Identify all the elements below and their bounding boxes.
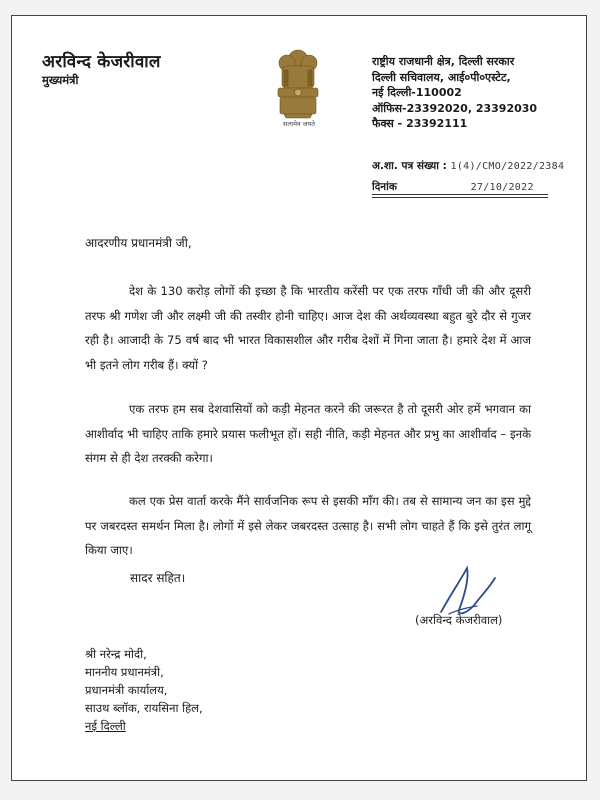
- signatory-name: (अरविन्द केजरीवाल): [415, 613, 503, 627]
- letter-date: 27/10/2022: [470, 182, 534, 193]
- recipient-line: श्री नरेन्द्र मोदी,: [85, 647, 147, 661]
- address-phone: ऑफिस-23392020, 23392030: [372, 101, 538, 115]
- address-line: नई दिल्ली-110002: [372, 86, 462, 99]
- letter-page: [11, 15, 587, 781]
- reference-number-row: [372, 156, 564, 177]
- body-paragraph: एक तरफ हम सब देशवासियों को कड़ी मेहनत करने की जरूरत है तो दूसरी ओर हमें भगवान का आशीर्वाद भी चाहिए ताकि हमारे प्रयास फलीभूत हों। सही नीति, कड़ी मेहनत और प्रभु का आशीर्वाद – इनके संगम से ही देश तरक्की करेगा।: [85, 402, 531, 465]
- recipient-address: [85, 645, 203, 735]
- sender-designation: मुख्यमंत्री: [42, 73, 79, 87]
- salutation: आदरणीय प्रधानमंत्री जी,: [85, 236, 192, 250]
- reference-label: अ.शा. पत्र संख्या :: [372, 160, 447, 172]
- address-fax: फैक्स - 23392111: [372, 117, 468, 130]
- recipient-line: माननीय प्रधानमंत्री,: [85, 665, 164, 679]
- reference-number: 1(4)/CMO/2022/2384: [450, 161, 565, 172]
- recipient-line: साउथ ब्लॉक, रायसिना हिल,: [85, 701, 203, 715]
- office-address: [372, 54, 537, 132]
- recipient-city: नई दिल्ली: [85, 719, 126, 733]
- reference-block: [372, 156, 564, 198]
- date-label: दिनांक: [372, 181, 397, 193]
- recipient-line: प्रधानमंत्री कार्यालय,: [85, 683, 168, 697]
- closing-line: सादर सहित।: [130, 571, 186, 585]
- emblem-motto: सत्यमेव जयते: [283, 120, 315, 128]
- sender-name: अरविन्द केजरीवाल: [42, 52, 161, 72]
- reference-underline: [372, 197, 548, 198]
- address-line: राष्ट्रीय राजधानी क्षेत्र, दिल्ली सरकार: [372, 55, 515, 68]
- body-paragraph: कल एक प्रेस वार्ता करके मैंने सार्वजनिक रूप से इसकी माँग की। तब से सामान्य जन का इस मुद्दे पर जबरदस्त समर्थन मिला है। लोगों में इसे लेकर जबरदस्त उत्साह है। सभी लोग चाहते हैं कि इसे तुरंत लागू किया जाए।: [85, 494, 531, 557]
- body-paragraph: देश के 130 करोड़ लोगों की इच्छा है कि भारतीय करेंसी पर एक तरफ गाँधी जी की और दूसरी तरफ श्री गणेश जी और लक्ष्मी जी की तस्वीर होनी चाहिए। आज देश की अर्थव्यवस्था बहुत बुरे दौर से गुजर रही है। आजादी के 75 वर्ष बाद भी भारत विकासशील और गरीब देशों में गिना जाता है। हमारे देश में आज भी इतने लोग गरीब हैं। क्यों ?: [85, 284, 531, 372]
- reference-underline: [372, 194, 548, 195]
- address-line: दिल्ली सचिवालय, आई०पी०एस्टेट,: [372, 70, 511, 84]
